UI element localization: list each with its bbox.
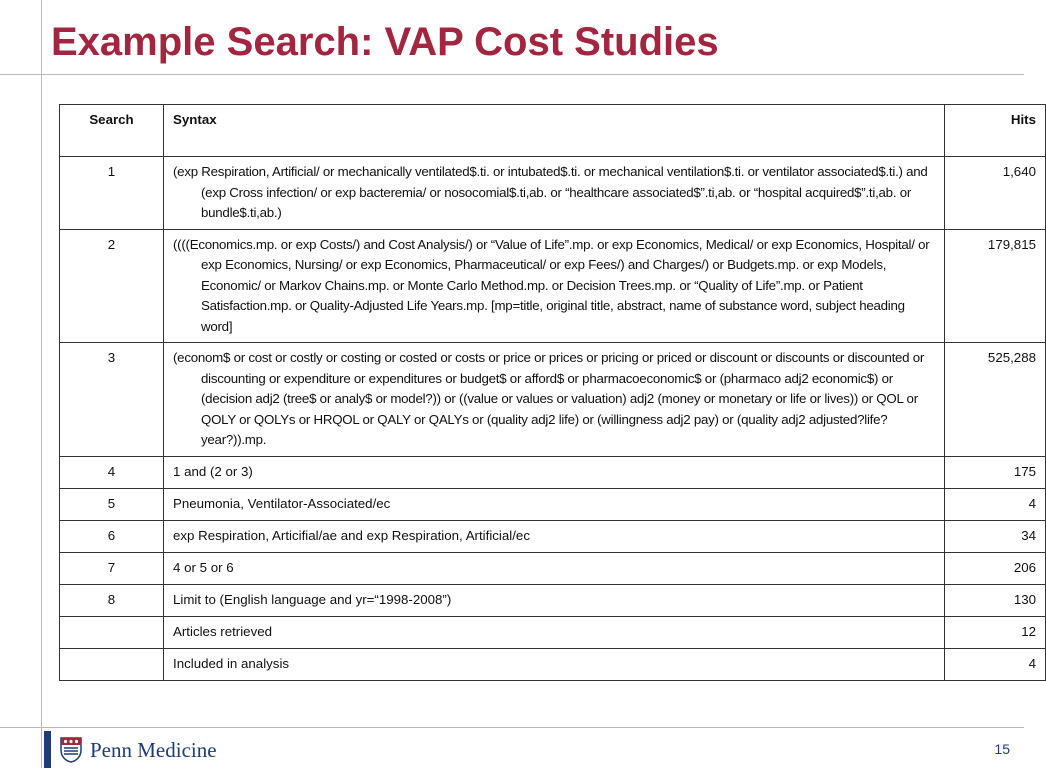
search-syntax: exp Respiration, Articifial/ae and exp Respiration, Artificial/ec: [164, 520, 945, 552]
search-number: 6: [60, 520, 164, 552]
hits-count: 206: [945, 552, 1046, 584]
header-search: Search: [60, 105, 164, 157]
table-row: [60, 229, 1046, 343]
search-syntax: Pneumonia, Ventilator-Associated/ec: [164, 488, 945, 520]
header-hits: Hits: [945, 105, 1046, 157]
hits-count: 4: [945, 488, 1046, 520]
header-syntax: Syntax: [164, 105, 945, 157]
logo-text: Penn Medicine: [90, 737, 217, 762]
table-row: [60, 343, 1046, 457]
syntax-text: (econom$ or cost or costly or costing or costed or costs or price or prices or pricing or priced or discount or discounts or discounted or discounting or expenditure or expenditures or budget$ or afford$ or pharmacoeconomic$ or (pharmaco adj2 economic$) or (decision adj2 (tree$ or analy$ or model?)) or ((value or values or valuation) adj2 (money or monetary or life or lives)) or QOL or QOLY or QOLYs or HRQOL or QALY or QALYs or (quality adj2 life) or (willingness adj2 pay) or (quality adj2 adjusted?life?year?)).mp.: [173, 350, 925, 447]
penn-shield-icon: [60, 737, 82, 763]
search-syntax: [164, 229, 945, 343]
hits-count: 34: [945, 520, 1046, 552]
syntax-text: (exp Respiration, Artificial/ or mechanically ventilated$.ti. or intubated$.ti. or mechanical ventilation$.ti. or ventilator associated$.ti.) and (exp Cross infection/ or exp bacteremia/ or nosocomial$.ti,ab. or “healthcare associated$”.ti,ab. or “hospital acquired$”.ti,ab. or bundle$.ti,ab.): [173, 164, 928, 220]
search-number: [60, 616, 164, 648]
search-number: 4: [60, 456, 164, 488]
search-number: 3: [60, 343, 164, 457]
table-row: [60, 584, 1046, 616]
table-row: [60, 552, 1046, 584]
hits-count: 4: [945, 648, 1046, 680]
search-number: 8: [60, 584, 164, 616]
search-syntax: 4 or 5 or 6: [164, 552, 945, 584]
hits-count: 12: [945, 616, 1046, 648]
slide-title: Example Search: VAP Cost Studies: [51, 20, 719, 64]
search-syntax: [164, 343, 945, 457]
table-row: [60, 520, 1046, 552]
hits-count: 130: [945, 584, 1046, 616]
search-syntax: Limit to (English language and yr=“1998-2008”): [164, 584, 945, 616]
penn-medicine-logo: [60, 737, 217, 763]
search-number: 7: [60, 552, 164, 584]
hits-count: 525,288: [945, 343, 1046, 457]
search-strategy-table: [59, 104, 1046, 681]
search-syntax: [164, 157, 945, 230]
hits-count: 1,640: [945, 157, 1046, 230]
search-number: [60, 648, 164, 680]
table-row: [60, 157, 1046, 230]
table-row: [60, 648, 1046, 680]
hits-count: 179,815: [945, 229, 1046, 343]
search-number: 1: [60, 157, 164, 230]
footer-divider-line: [0, 727, 1024, 728]
table-row: [60, 488, 1046, 520]
footer-accent-bar: [44, 731, 51, 768]
search-number: 2: [60, 229, 164, 343]
title-divider-line: [0, 74, 1024, 75]
syntax-text: ((((Economics.mp. or exp Costs/) and Cost Analysis/) or “Value of Life”.mp. or exp Economics, Medical/ or exp Economics, Hospital/ or exp Economics, Nursing/ or exp Economics, Pharmaceutical/ or exp Fees/) and Charges/) or Budgets.mp. or exp Models, Economic/ or Markov Chains.mp. or Monte Carlo Method.mp. or Decision Trees.mp. or “Quality of Life”.mp. or Patient Satisfaction.mp. or Quality-Adjusted Life Years.mp. [mp=title, original title, abstract, name of substance word, subject heading word]: [173, 236, 930, 334]
search-syntax: Included in analysis: [164, 648, 945, 680]
search-syntax: 1 and (2 or 3): [164, 456, 945, 488]
left-divider-line: [41, 0, 42, 768]
hits-count: 175: [945, 456, 1046, 488]
table-row: [60, 616, 1046, 648]
page-number: 15: [994, 741, 1010, 757]
table-row: [60, 456, 1046, 488]
table-header-row: [60, 105, 1046, 157]
search-syntax: Articles retrieved: [164, 616, 945, 648]
search-number: 5: [60, 488, 164, 520]
